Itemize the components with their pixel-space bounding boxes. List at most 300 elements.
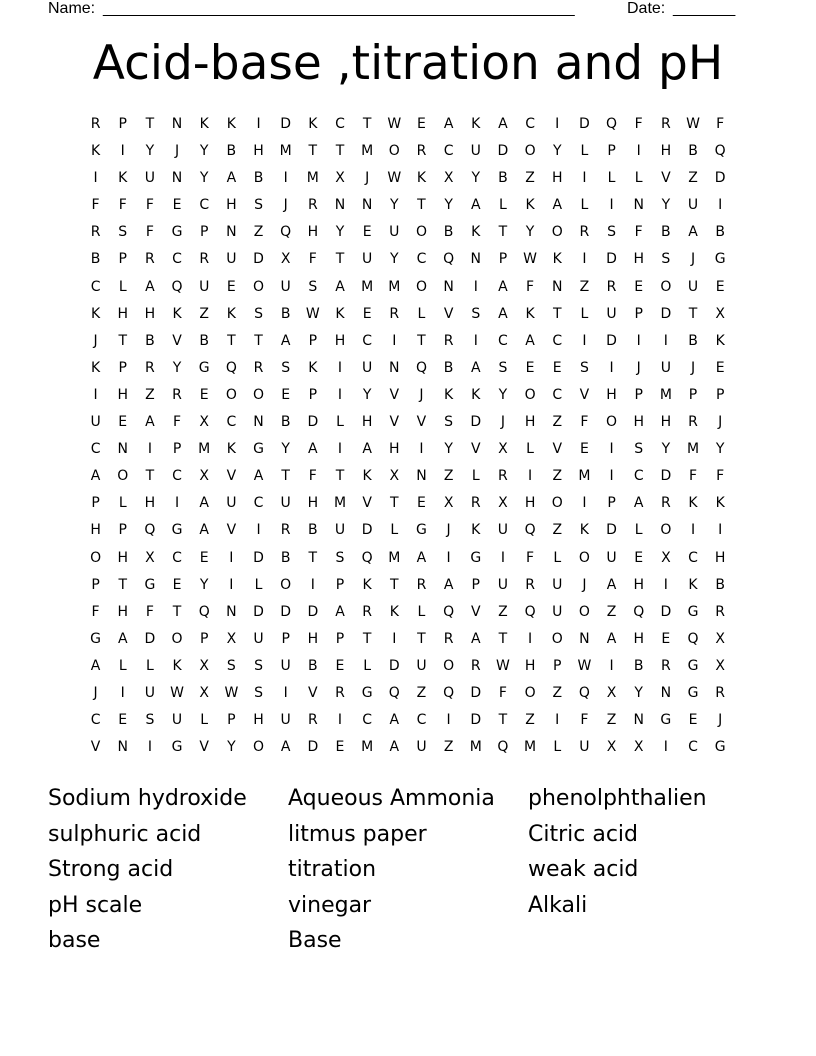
grid-letter: Z — [525, 170, 535, 187]
grid-letter: X — [145, 549, 155, 566]
grid-letter: R — [307, 712, 318, 729]
grid-letter: Q — [361, 549, 373, 566]
grid-row — [82, 683, 734, 710]
grid-letter: X — [633, 739, 644, 756]
grid-letter: Q — [606, 116, 618, 132]
grid-letter: Y — [199, 170, 209, 187]
grid-letter: I — [718, 522, 723, 539]
grid-letter: W — [170, 684, 184, 701]
grid-letter: M — [388, 278, 401, 295]
grid-letter: J — [690, 359, 696, 376]
grid-letter: X — [199, 468, 209, 485]
grid-letter: S — [335, 549, 345, 566]
grid-letter: B — [633, 657, 644, 674]
grid-letter: M — [198, 441, 211, 458]
grid-letter: P — [553, 657, 562, 674]
grid-letter: W — [577, 657, 592, 674]
grid-letter: U — [552, 603, 563, 620]
grid-letter: K — [444, 386, 454, 403]
grid-letter: C — [172, 251, 182, 268]
grid-letter: B — [308, 657, 318, 674]
grid-letter: C — [688, 739, 698, 756]
grid-letter: P — [227, 712, 236, 729]
grid-letter: H — [307, 495, 319, 512]
grid-letter: I — [256, 116, 261, 132]
grid-letter: E — [715, 278, 725, 295]
grid-letter: E — [335, 657, 345, 674]
grid-letter: O — [280, 576, 292, 593]
grid-letter: H — [307, 630, 319, 647]
grid-letter: V — [362, 495, 372, 512]
grid-letter: H — [144, 305, 156, 322]
grid-letter: O — [551, 630, 563, 647]
grid-letter: R — [199, 251, 210, 268]
grid-letter: W — [496, 657, 510, 674]
grid-letter: Q — [415, 359, 427, 376]
grid-letter: F — [498, 684, 507, 701]
grid-letter: T — [390, 495, 399, 512]
grid-letter: H — [633, 630, 644, 647]
grid-letter: D — [660, 305, 672, 322]
grid-letter: D — [606, 332, 617, 349]
grid-letter: S — [145, 712, 155, 729]
grid-letter: M — [279, 143, 292, 160]
grid-letter: A — [280, 739, 291, 756]
grid-letter: D — [606, 251, 617, 268]
grid-letter: G — [687, 657, 699, 674]
grid-letter: L — [634, 522, 643, 539]
grid-letter: U — [606, 305, 617, 322]
grid-letter: R — [443, 332, 454, 349]
grid-letter: F — [173, 414, 182, 431]
grid-row — [82, 412, 734, 439]
grid-letter: O — [606, 414, 618, 431]
grid-letter: U — [362, 251, 373, 268]
grid-letter: V — [90, 739, 101, 756]
word-list-item: litmus paper — [288, 821, 427, 847]
word-list-item: Alkali — [528, 892, 588, 918]
grid-letter: E — [281, 386, 291, 403]
grid-letter: F — [634, 116, 643, 132]
grid-letter: Q — [524, 522, 536, 539]
grid-letter: U — [416, 657, 427, 674]
grid-letter: Z — [525, 712, 535, 729]
grid-letter: I — [690, 522, 696, 539]
grid-letter: O — [90, 549, 102, 566]
grid-letter: F — [580, 712, 589, 729]
grid-letter: S — [579, 359, 589, 376]
grid-letter: K — [416, 170, 427, 187]
grid-letter: L — [607, 170, 616, 187]
grid-letter: V — [226, 522, 237, 539]
word-list-item: vinegar — [288, 892, 372, 918]
grid-letter: I — [337, 712, 343, 729]
grid-letter: X — [199, 684, 209, 701]
grid-letter: Y — [390, 251, 399, 268]
grid-letter: P — [199, 630, 209, 647]
grid-letter: Q — [443, 251, 455, 268]
grid-letter: X — [280, 251, 291, 268]
grid-row — [82, 114, 734, 141]
grid-letter: R — [443, 630, 454, 647]
grid-letter: D — [307, 603, 319, 620]
grid-letter: A — [117, 630, 128, 647]
grid-letter: N — [171, 116, 183, 132]
grid-letter: T — [688, 305, 698, 322]
grid-letter: V — [552, 441, 563, 458]
grid-letter: L — [118, 278, 127, 295]
grid-letter: U — [90, 414, 101, 431]
grid-letter: U — [552, 576, 563, 593]
word-list-item: Citric acid — [528, 821, 638, 847]
grid-letter: T — [335, 251, 345, 268]
word-list-item: Sodium hydroxide — [48, 786, 247, 811]
grid-letter: K — [118, 170, 128, 187]
grid-letter: O — [551, 224, 563, 241]
grid-letter: A — [90, 657, 101, 674]
date-blank-line: _______ — [673, 0, 736, 17]
grid-letter: A — [145, 414, 155, 431]
grid-letter: U — [280, 495, 291, 512]
grid-letter: Q — [497, 739, 509, 756]
grid-letter: A — [90, 468, 101, 485]
grid-letter: Y — [172, 359, 182, 376]
grid-letter: K — [226, 441, 236, 458]
grid-letter: B — [715, 224, 725, 241]
grid-letter: Q — [171, 278, 183, 295]
grid-letter: A — [335, 278, 345, 295]
grid-letter: K — [688, 576, 698, 593]
grid-letter: F — [580, 414, 589, 431]
grid-letter: I — [528, 630, 533, 647]
grid-letter: E — [199, 549, 209, 566]
grid-letter: Y — [715, 441, 725, 458]
grid-letter: Q — [144, 522, 156, 539]
grid-letter: L — [499, 197, 507, 214]
grid-row — [82, 629, 734, 656]
grid-letter: C — [688, 549, 698, 566]
grid-letter: K — [715, 495, 725, 512]
grid-letter: D — [280, 116, 292, 132]
grid-letter: O — [524, 386, 536, 403]
grid-letter: D — [470, 684, 482, 701]
grid-letter: U — [606, 549, 617, 566]
grid-letter: S — [254, 657, 263, 674]
grid-letter: R — [688, 414, 698, 431]
grid-letter: P — [634, 386, 643, 403]
grid-letter: H — [524, 414, 536, 431]
grid-letter: G — [90, 630, 101, 647]
grid-letter: R — [90, 116, 101, 132]
grid-letter: G — [144, 576, 156, 593]
grid-letter: C — [90, 441, 101, 458]
grid-letter: D — [307, 414, 319, 431]
grid-letter: H — [144, 495, 156, 512]
grid-letter: Z — [498, 603, 508, 620]
grid-letter: U — [687, 197, 699, 214]
grid-letter: O — [551, 495, 563, 512]
grid-letter: B — [199, 332, 209, 349]
grid-letter: Y — [145, 143, 155, 160]
grid-letter: A — [606, 630, 617, 647]
grid-letter: L — [145, 657, 154, 674]
grid-letter: N — [389, 359, 400, 376]
grid-letter: F — [716, 468, 725, 485]
grid-letter: C — [90, 278, 101, 295]
grid-letter: H — [633, 576, 644, 593]
grid-letter: U — [497, 522, 509, 539]
grid-letter: K — [90, 143, 101, 160]
grid-letter: H — [307, 224, 319, 241]
grid-letter: J — [93, 332, 98, 349]
grid-letter: L — [118, 657, 127, 674]
word-search-grid — [82, 114, 734, 764]
grid-letter: T — [118, 576, 128, 593]
grid-letter: H — [660, 143, 672, 160]
grid-letter: S — [226, 657, 236, 674]
word-list-item: Aqueous Ammonia — [288, 786, 495, 811]
grid-letter: U — [253, 630, 264, 647]
grid-letter: T — [335, 468, 345, 485]
grid-letter: J — [718, 414, 723, 431]
grid-letter: A — [280, 332, 291, 349]
grid-letter: W — [224, 684, 239, 701]
grid-letter: H — [253, 143, 264, 160]
grid-letter: R — [470, 657, 481, 674]
grid-letter: A — [145, 278, 155, 295]
grid-letter: I — [582, 495, 587, 512]
grid-letter: A — [253, 468, 264, 485]
grid-letter: K — [172, 657, 182, 674]
grid-letter: N — [226, 224, 237, 241]
grid-letter: R — [660, 116, 671, 132]
grid-letter: J — [690, 251, 696, 268]
grid-letter: L — [634, 170, 643, 187]
grid-letter: K — [199, 116, 209, 132]
grid-letter: U — [280, 278, 291, 295]
grid-letter: U — [171, 712, 183, 729]
grid-letter: F — [308, 251, 317, 268]
grid-letter: W — [523, 251, 537, 268]
grid-letter: U — [497, 576, 509, 593]
grid-letter: T — [498, 712, 508, 729]
grid-letter: J — [446, 522, 451, 539]
grid-letter: D — [497, 143, 509, 160]
grid-letter: Y — [199, 143, 209, 160]
grid-letter: O — [443, 657, 455, 674]
grid-letter: T — [552, 305, 562, 322]
grid-letter: Q — [225, 359, 237, 376]
grid-letter: Z — [552, 522, 563, 539]
grid-letter: M — [686, 441, 700, 458]
grid-letter: I — [392, 630, 397, 647]
grid-letter: R — [362, 603, 372, 620]
grid-letter: C — [253, 495, 264, 512]
grid-letter: Y — [661, 441, 671, 458]
grid-letter: C — [416, 251, 427, 268]
grid-letter: S — [471, 305, 481, 322]
grid-letter: A — [498, 116, 508, 132]
grid-letter: Z — [199, 305, 209, 322]
grid-letter: M — [306, 170, 319, 187]
grid-letter: N — [117, 739, 128, 756]
grid-letter: Y — [335, 224, 345, 241]
grid-letter: F — [91, 197, 100, 214]
grid-letter: G — [470, 549, 482, 566]
grid-letter: C — [552, 386, 563, 403]
grid-letter: C — [335, 116, 345, 132]
grid-letter: N — [443, 278, 454, 295]
grid-letter: E — [525, 359, 535, 376]
grid-letter: N — [416, 468, 427, 485]
grid-letter: H — [117, 603, 128, 620]
grid-letter: E — [118, 414, 128, 431]
grid-letter: L — [363, 657, 372, 674]
grid-letter: B — [90, 251, 101, 268]
grid-letter: G — [687, 684, 699, 701]
grid-letter: I — [337, 441, 343, 458]
grid-letter: I — [500, 549, 505, 566]
grid-letter: B — [715, 576, 725, 593]
grid-letter: R — [145, 359, 155, 376]
grid-letter: J — [365, 170, 370, 187]
grid-letter: Y — [634, 684, 643, 701]
grid-letter: K — [471, 116, 481, 132]
grid-letter: K — [308, 359, 318, 376]
grid-letter: Q — [198, 603, 210, 620]
grid-letter: U — [334, 522, 346, 539]
name-blank-line: _____________________________________________________ — [103, 0, 575, 17]
grid-letter: G — [171, 739, 183, 756]
word-list-item: phenolphthalien — [528, 786, 707, 811]
grid-letter: C — [416, 712, 427, 729]
grid-letter: G — [660, 712, 672, 729]
grid-letter: E — [552, 359, 562, 376]
grid-letter: R — [145, 251, 155, 268]
grid-letter: I — [636, 332, 641, 349]
grid-letter: T — [417, 630, 426, 647]
grid-letter: F — [308, 468, 317, 485]
grid-letter: V — [416, 414, 427, 431]
grid-letter: N — [253, 414, 264, 431]
grid-letter: E — [335, 739, 345, 756]
grid-letter: K — [389, 603, 399, 620]
grid-letter: Y — [390, 197, 399, 214]
grid-letter: P — [335, 630, 345, 647]
grid-letter: X — [389, 468, 400, 485]
grid-letter: M — [524, 739, 537, 756]
grid-letter: U — [660, 359, 671, 376]
grid-row — [82, 168, 734, 195]
grid-letter: L — [580, 305, 589, 322]
grid-letter: Z — [606, 712, 617, 729]
grid-letter: I — [283, 684, 288, 701]
grid-letter: U — [280, 657, 291, 674]
grid-letter: L — [118, 495, 127, 512]
grid-letter: N — [334, 197, 346, 214]
grid-letter: X — [226, 630, 237, 647]
grid-letter: L — [553, 739, 562, 756]
grid-letter: L — [417, 305, 426, 322]
grid-letter: E — [362, 305, 372, 322]
grid-letter: X — [443, 495, 454, 512]
grid-letter: Z — [606, 603, 617, 620]
grid-letter: E — [226, 278, 236, 295]
grid-letter: O — [388, 143, 400, 160]
grid-row — [82, 439, 734, 466]
grid-letter: D — [144, 630, 156, 647]
grid-letter: M — [361, 143, 374, 160]
grid-letter: R — [470, 495, 481, 512]
grid-letter: R — [253, 359, 264, 376]
grid-letter: M — [361, 278, 374, 295]
grid-letter: A — [362, 441, 372, 458]
grid-row — [82, 385, 734, 412]
grid-letter: Q — [443, 684, 455, 701]
grid-letter: P — [91, 576, 100, 593]
grid-letter: I — [555, 116, 560, 132]
grid-letter: U — [226, 251, 237, 268]
grid-letter: Z — [145, 386, 155, 403]
grid-letter: T — [335, 143, 345, 160]
grid-letter: P — [607, 143, 616, 160]
grid-letter: L — [254, 576, 263, 593]
grid-letter: O — [578, 549, 590, 566]
grid-letter: L — [471, 468, 480, 485]
grid-letter: D — [280, 603, 292, 620]
grid-letter: H — [90, 522, 101, 539]
grid-letter: K — [226, 116, 236, 132]
word-list-item: Strong acid — [48, 857, 174, 883]
grid-letter: D — [714, 170, 726, 187]
grid-letter: Q — [443, 603, 455, 620]
grid-letter: I — [419, 441, 424, 458]
grid-letter: Y — [199, 576, 209, 593]
grid-letter: U — [144, 684, 156, 701]
grid-letter: Q — [714, 143, 726, 160]
grid-letter: I — [609, 468, 614, 485]
grid-letter: E — [199, 386, 209, 403]
grid-letter: I — [337, 359, 343, 376]
grid-letter: T — [281, 468, 290, 485]
grid-letter: K — [471, 224, 481, 241]
grid-letter: R — [172, 386, 182, 403]
grid-letter: X — [606, 684, 617, 701]
grid-letter: A — [199, 522, 209, 539]
grid-letter: J — [718, 712, 723, 729]
grid-letter: I — [446, 712, 451, 729]
grid-letter: D — [253, 603, 264, 620]
grid-letter: U — [389, 224, 400, 241]
grid-letter: R — [280, 522, 291, 539]
grid-row — [82, 304, 734, 331]
grid-row — [82, 602, 734, 629]
grid-letter: P — [118, 522, 127, 539]
grid-letter: F — [145, 197, 154, 214]
grid-letter: B — [145, 332, 155, 349]
grid-letter: M — [578, 468, 591, 485]
grid-letter: L — [526, 441, 534, 458]
grid-letter: P — [688, 386, 698, 403]
grid-letter: A — [633, 495, 644, 512]
grid-letter: I — [337, 386, 343, 403]
grid-letter: H — [660, 414, 672, 431]
grid-letter: I — [256, 522, 261, 539]
grid-letter: T — [308, 143, 318, 160]
grid-letter: Y — [552, 143, 562, 160]
grid-letter: K — [471, 386, 481, 403]
grid-letter: F — [91, 603, 100, 620]
